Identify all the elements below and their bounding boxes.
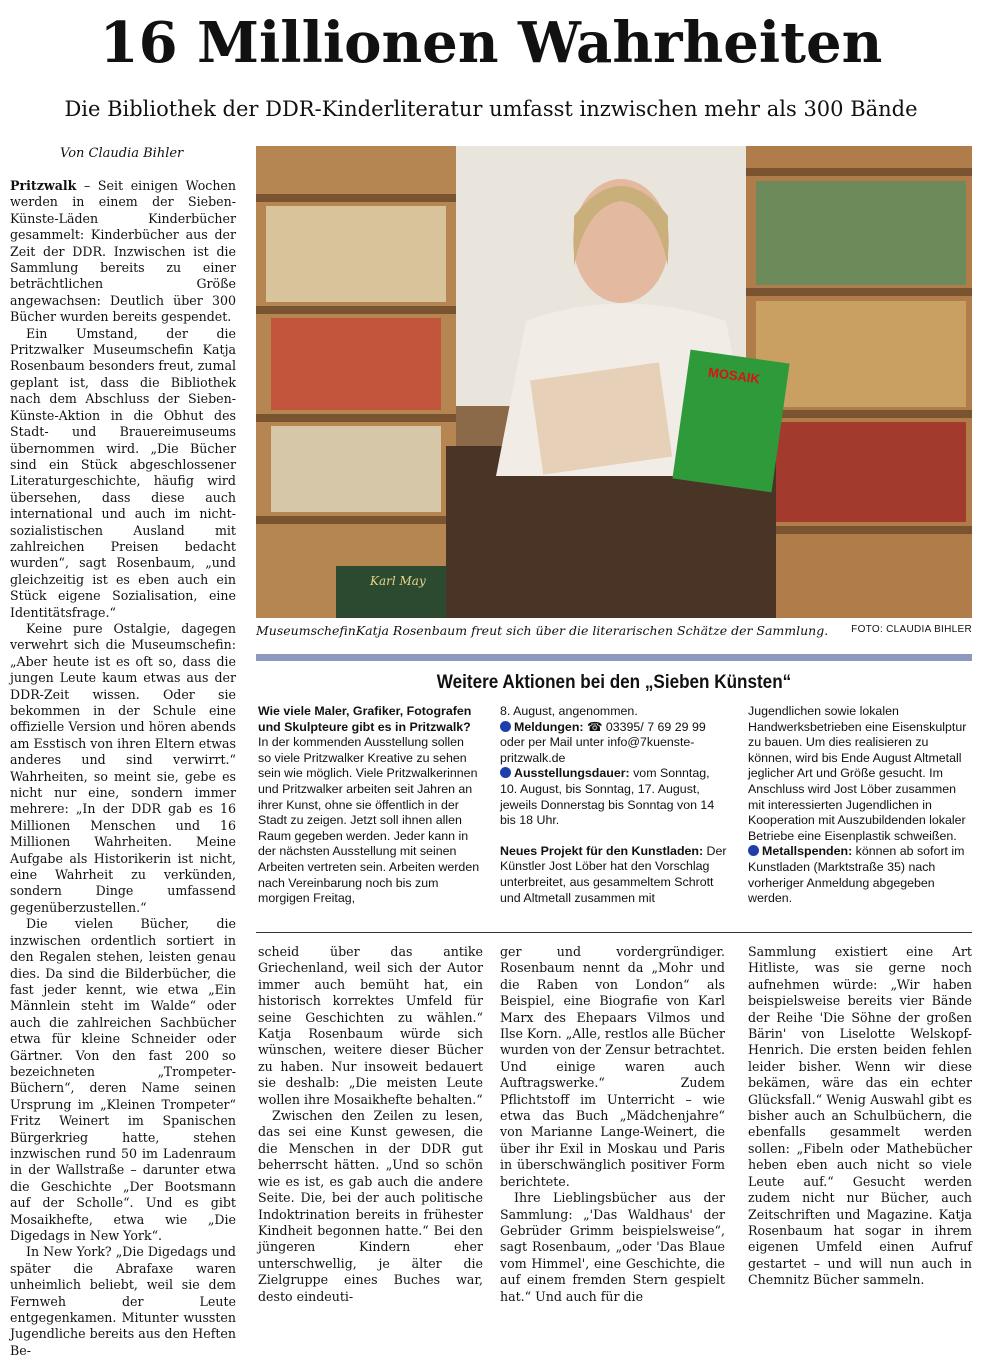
infobox-text: 8. August, angenommen. bbox=[500, 704, 638, 718]
photo-caption bbox=[256, 623, 972, 638]
label: Meldungen: bbox=[514, 719, 584, 734]
infobox-rule bbox=[256, 654, 972, 661]
paragraph: Ein Umstand, der die Pritzwalker Museumschefin Katja Rosenbaum besonders freut, zumal geplant ist, dass die Bibliothek nach dem Abschluss der Sieben-Künste-Aktion in die Obhut des Stadt- und Brauereimuseums übernommen wird. „Die Bücher sind ein Stück abgeschlossener Literaturgeschichte, häufig wird übersehen, dass diese auch international und auch im nicht-sozialistischen Ausland mit zahlreichen Preisen bedacht wurden“, sagt Rosenbaum, „und gleichzeitig ist es eben auch ein Stück eigene Sozialisation, eine Identitätsfrage.“ bbox=[10, 325, 236, 620]
dateline: Pritzwalk bbox=[10, 178, 77, 193]
infobox-metall bbox=[748, 844, 970, 906]
infobox-column-3 bbox=[748, 704, 970, 907]
infobox-text: Jugendlichen sowie lokalen Handwerksbetrieben eine Eisenskulptur zu bauen. Um dies realisieren zu können, wird bis Ende August Altmetall jeglicher Art und Größe gesucht. Im Anschluss wird Jost Löber zusammen mit interessierten Jugendlichen in Kooperation mit Auszubildenden lokaler Betriebe eine Eisenplastik schweißen. bbox=[748, 704, 967, 843]
byline: Von Claudia Bihler bbox=[60, 146, 184, 161]
paragraph: ger und vordergründiger. Rosenbaum nennt da „Mohr und die Raben von London“ als Beispiel, eine Biografie von Karl Marx des Ehepaars Vilmos und Ilse Korn. „Alle, restlos alle Bücher wurden von der Zensur betrachtet. Und einige waren auch Auftragswerke.“ Zudem Pflichtstoff im Unterricht – wie etwa das Buch „Mädchenjahre“ von Marianne Lange-Weinert, die über ihr Exil in Moskau und Paris in überschwänglich positiver Form berichtete. bbox=[500, 944, 725, 1189]
paragraph: In New York? „Die Digedags und später die Abrafaxe waren unheimlich beliebt, weil sie dem Fernweh der Leute entgegenkamen. Mitunter wussten Jugendliche bereits aus den Heften Be- bbox=[10, 1244, 236, 1358]
label: Neues Projekt für den Kunstladen: bbox=[500, 843, 704, 858]
divider bbox=[256, 932, 972, 933]
bullet-icon bbox=[748, 845, 759, 856]
photo-credit: FOTO: CLAUDIA BIHLER bbox=[851, 624, 972, 635]
paragraph: scheid über das antike Griechenland, weil sich der Autor immer auch bemüht hat, ein historisch korrektes Umfeld für seine Geschichten zu wählen.“ Katja Rosenbaum würde sich wünschen, weitere dieser Bücher zu haben. Nur insoweit bedauert sie deshalb: „Die meisten Leute wollen ihre Mosaikhefte behalten.“ bbox=[258, 944, 483, 1107]
paragraph: Die vielen Bücher, die inzwischen ordentlich sortiert in den Regalen stehen, leisten genau dies. Da sind die Bilderbücher, die fast jeder kennt, wie etwa „Ein Männlein steht im Walde“ oder auch die zahlreichen Sachbücher etwa für kleine Schneider oder Gärtner. Von den fast 200 so bezeichneten „Trompeter-Büchern“, deren Name seinen Ursprung im „Kleinen Trompeter“ Fritz Weinert im Spanischen Bürgerkrieg hatte, stehen inzwischen rund 50 im Ladenraum in der Wallstraße – darunter etwa die Geschichte „Der Bootsmann auf der Scholle“. Und es gibt Mosaikhefte, etwa wie „Die Digedags in New York“. bbox=[10, 916, 236, 1243]
left-column bbox=[10, 178, 236, 1359]
infobox-text: In der kommenden Ausstellung sollen so viele Pritzwalker Kreative zu sehen sein wie möglich. Viele Pritzwalkerinnen und Pritzwalker arbeiten seit Jahren an ihrer Kunst, ohne sie öffentlich in der Stadt zu zeigen. Jetzt soll ihnen allen Raum gegeben werden. Jeder kann in der nächsten Ausstellung mit seinen Arbeiten vertreten sein. Arbeiten werden nach Vereinbarung noch bis zum morgigen Freitag, bbox=[258, 735, 480, 906]
book-title-right: MOSAIK bbox=[707, 364, 761, 387]
photo-illustration bbox=[256, 146, 972, 618]
infobox-column-1 bbox=[258, 704, 480, 907]
paragraph: Keine pure Ostalgie, dagegen verwehrt sich die Museumschefin: „Aber heute ist es oft so, dass die jungen Leute kaum etwas aus der DDR-Zeit wissen. Oder sie bekommen in der Schule eine offizielle Version und hören abends am Esstisch von ihren Eltern etwas anderes und sind verwirrt.“ Wahrheiten, so meint sie, gebe es nicht nur eine, sondern immer mehrere: „In der DDR gab es 16 Millionen Menschen und 16 Millionen Wahrheiten. Meine Aufgabe als Historikerin ist nicht, eine Wahrheit zu verkünden, sondern Dinge umfassend gegenüberzustellen.“ bbox=[10, 620, 236, 915]
subheadline: Die Bibliothek der DDR-Kinderliteratur umfasst inzwischen mehr als 300 Bände bbox=[64, 97, 918, 121]
book-title-left: Karl May bbox=[370, 574, 426, 588]
paragraph: Sammlung existiert eine Art Hitliste, was sie gerne noch aufnehmen würde: „Wir haben beispielsweise bereits vier Bände der Reihe 'Die Söhne der großen Bärin' von Liselotte Welskopf-Henrich. Die ersten beiden fehlen leider bisher. Wenn wir diese bekämen, wäre das ein echter Glücksfall.“ Wenig Auswahl gibt es bisher auch an Schulbüchern, die ebenfalls gesammelt werden sollen: „Fibeln oder Mathebücher heben eben auch nicht so viele Leute auf.“ Gesucht werden zudem nicht nur Bücher, auch Zeitschriften und Magazine. Katja Rosenbaum hat sogar in ihrem eigenen Umfeld einen Aufruf gestartet – und will nun auch in Chemnitz Bücher sammeln. bbox=[748, 944, 972, 1288]
value: können ab sofort im Kunstladen (Marktstraße 35) nach vorheriger Anmeldung abgegeben werden. bbox=[748, 844, 965, 906]
infobox-lead: Wie viele Maler, Grafiker, Fotografen und Skulpteure gibt es in Pritzwalk? bbox=[258, 704, 472, 734]
infobox-column-2 bbox=[500, 704, 730, 906]
paragraph: Ihre Lieblingsbücher aus der Sammlung: „'Das Waldhaus' der Gebrüder Grimm beispielsweise“, sagt Rosenbaum, „oder 'Das Blaue vom Himmel', eine Geschichte, die auf einem fremden Stern gespielt hat.“ Und auch für die bbox=[500, 1190, 725, 1304]
article-photo bbox=[256, 146, 972, 618]
bottom-column-2 bbox=[500, 944, 725, 1305]
bullet-icon bbox=[500, 767, 511, 778]
label: Ausstellungsdauer: bbox=[514, 766, 630, 781]
label: Metallspenden: bbox=[762, 844, 853, 859]
bottom-column-1 bbox=[258, 944, 483, 1305]
infobox-dauer bbox=[500, 766, 730, 828]
paragraph: Zwischen den Zeilen zu lesen, das sei eine Kunst gewesen, die die Menschen in der DDR gut beherrscht hätten. „Und so schön wie es ist, es gab auch die andere Seite. Die, bei der auch politische Indoktrination bereits in frühester Kindheit begonnen hatte.“ Bei den jüngeren Kindern eher unterschwellig, je älter die Zielgruppe eines Buches war, desto eindeuti- bbox=[258, 1108, 483, 1304]
bullet-icon bbox=[500, 721, 511, 732]
infobox-meldungen bbox=[500, 720, 730, 767]
infobox-title: Weitere Aktionen bei den „Sieben Künsten“ bbox=[436, 672, 792, 693]
paragraph bbox=[10, 178, 236, 326]
infobox-projekt bbox=[500, 844, 730, 906]
paragraph-text: – Seit einigen Wochen werden in einem der Sieben-Künste-Läden Kinderbücher gesammelt: Kinderbücher aus der Zeit der DDR. Inzwischen ist die Sammlung bereits zu einer beträchtlichen Größe angewachsen: Deutlich über 300 Bücher wurden bereits gespendet. bbox=[10, 178, 236, 325]
value: ☎ 03395/ 7 69 29 99 oder per Mail unter info@7kuenste-pritzwalk.de bbox=[500, 719, 706, 765]
caption-text: MuseumschefinKatja Rosenbaum freut sich über die literarischen Schätze der Sammlung. bbox=[256, 623, 829, 638]
value: Der Künstler Jost Löber hat den Vorschlag unterbreitet, aus gesammeltem Schrott und Altmetall zusammen mit bbox=[500, 843, 727, 905]
headline: 16 Millionen Wahrheiten bbox=[99, 10, 883, 76]
value: vom Sonntag, 10. August, bis Sonntag, 17. August, jeweils Donnerstag bis Sonntag von 14 bis 18 Uhr. bbox=[500, 766, 715, 828]
bottom-column-3 bbox=[748, 944, 972, 1289]
